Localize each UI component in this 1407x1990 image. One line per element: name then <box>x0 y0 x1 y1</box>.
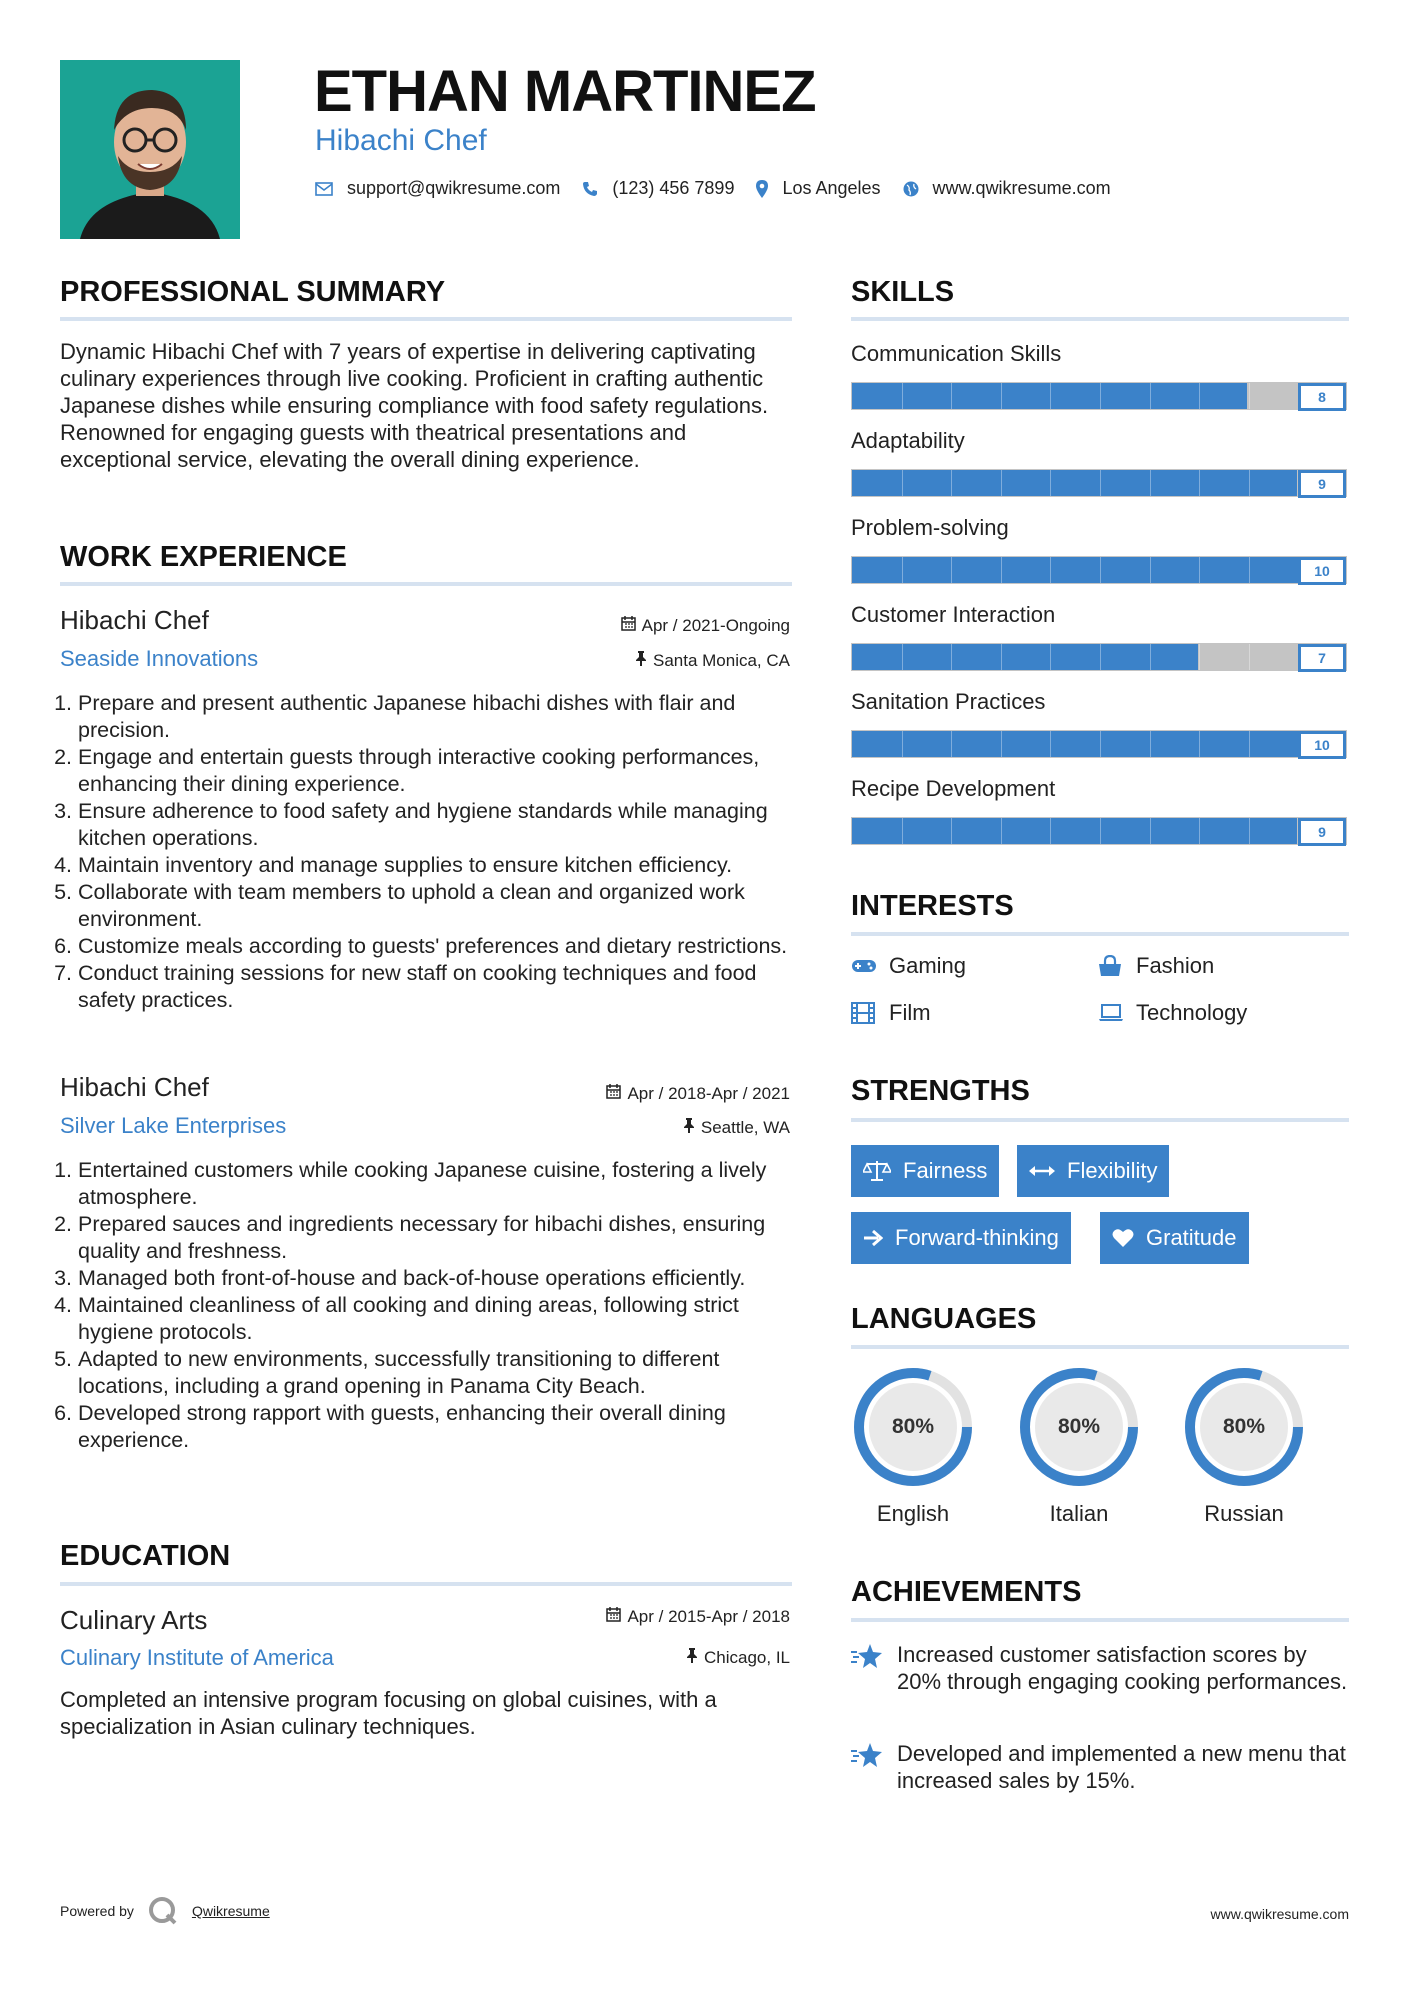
language-name: English <box>876 1501 950 1526</box>
pushpin-icon <box>683 1118 695 1137</box>
interest-label: Gaming <box>889 953 967 978</box>
strength-tag <box>1017 1145 1169 1197</box>
star-icon <box>851 1641 897 1695</box>
film-icon <box>851 1002 881 1024</box>
skill-bar-segment <box>1001 557 1002 583</box>
pushpin-icon <box>686 1648 698 1667</box>
globe-icon <box>903 181 919 197</box>
languages-heading: LANGUAGES <box>851 1303 1037 1335</box>
star-icon <box>851 1740 897 1794</box>
shopping-bag-icon <box>1098 955 1128 977</box>
skill-level: 9 <box>1298 818 1346 846</box>
interest-item <box>1098 1000 1247 1026</box>
experience-heading: WORK EXPERIENCE <box>60 541 347 573</box>
envelope-icon <box>315 182 333 196</box>
skill-bar-segment <box>951 470 952 496</box>
education-school[interactable]: Culinary Institute of America <box>60 1645 334 1670</box>
strength-tag <box>851 1145 999 1197</box>
skill-name: Problem-solving <box>851 515 1009 540</box>
skill-level: 10 <box>1298 731 1346 759</box>
strength-tag <box>851 1212 1071 1264</box>
skill-bar-segment <box>1150 731 1151 757</box>
education-location-text: Chicago, IL <box>704 1648 790 1667</box>
skill-bar-segment <box>1001 731 1002 757</box>
list-item: 1. Entertained customers while cooking Japanese cuisine, fostering a lively atmosphere. <box>78 1157 802 1211</box>
skill-bar-segment <box>1249 383 1250 409</box>
language-percent: 80% <box>1057 1415 1101 1438</box>
skill-bar <box>851 817 1347 845</box>
arrow-right-icon <box>863 1229 883 1247</box>
interest-label: Technology <box>1136 1000 1248 1025</box>
list-item: 5. Adapted to new environments, successfully transitioning to different locations, including a grand opening in Panama City Beach. <box>78 1346 802 1400</box>
balance-scale-icon <box>863 1160 891 1182</box>
achievement-text: Increased customer satisfaction scores by 20% through engaging cooking performances. <box>897 1642 1348 1694</box>
language-item <box>1182 1365 1306 1526</box>
skill-bar-segment <box>1199 470 1200 496</box>
achievements-divider <box>851 1618 1349 1622</box>
achievement-text: Developed and implemented a new menu that increased sales by 15%. <box>897 1741 1346 1793</box>
calendar-icon <box>606 1084 621 1103</box>
skill-bar <box>851 643 1347 671</box>
skill-bar-fill <box>852 818 1297 844</box>
education-divider <box>60 1582 792 1586</box>
skill-bar-segment <box>1100 470 1101 496</box>
achievements-heading: ACHIEVEMENTS <box>851 1576 1082 1608</box>
interest-item <box>851 1000 931 1026</box>
skill-name: Adaptability <box>851 428 965 453</box>
education-degree: Culinary Arts <box>60 1605 208 1635</box>
contact-website[interactable]: www.qwikresume.com <box>932 178 1111 198</box>
skill-bar-segment <box>1249 644 1250 670</box>
contact-location: Los Angeles <box>782 178 881 198</box>
skill-bar-segment <box>951 731 952 757</box>
skill-bar-segment <box>902 644 903 670</box>
footer-website[interactable]: www.qwikresume.com <box>1210 1906 1349 1922</box>
footer-powered-by <box>60 1896 270 1926</box>
job-location-text: Santa Monica, CA <box>652 651 790 670</box>
education-dates-text: Apr / 2015-Apr / 2018 <box>627 1607 790 1626</box>
job-title: Hibachi Chef <box>60 1072 209 1102</box>
language-percent: 80% <box>891 1415 935 1438</box>
skill-name: Recipe Development <box>851 776 1056 801</box>
job-company[interactable]: Seaside Innovations <box>60 646 259 671</box>
skill-bar-segment <box>951 818 952 844</box>
skill-name: Communication Skills <box>851 341 1062 366</box>
summary-heading: PROFESSIONAL SUMMARY <box>60 276 446 308</box>
skill-bar-segment <box>1050 731 1051 757</box>
brand-link[interactable]: Qwikresume <box>191 1903 270 1919</box>
summary-text: Dynamic Hibachi Chef with 7 years of expertise in delivering captivating culinary experiences through live cooking. Proficient in crafting authentic Japanese dishes while ensuring compliance with food safety regulations. Renowned for engaging guests with theatrical presentations and exceptional service, elevating the overall dining experience. <box>60 339 769 472</box>
list-item: 5. Collaborate with team members to uphold a clean and organized work environment. <box>78 879 802 933</box>
skill-bar-fill <box>852 557 1346 583</box>
job-title: Hibachi Chef <box>60 605 209 635</box>
candidate-title: Hibachi Chef <box>315 124 487 157</box>
skill-bar-segment <box>1100 731 1101 757</box>
skill-bar-segment <box>951 644 952 670</box>
education-dates <box>606 1607 790 1627</box>
achievement-item <box>851 1641 1351 1695</box>
heart-icon <box>1112 1228 1134 1248</box>
calendar-icon <box>606 1607 621 1626</box>
skill-bar-segment <box>1050 557 1051 583</box>
skill-bar-segment <box>1199 383 1200 409</box>
profile-photo <box>60 60 240 239</box>
strength-tag <box>1100 1212 1249 1264</box>
skill-bar-segment <box>902 470 903 496</box>
skill-bar-segment <box>1150 383 1151 409</box>
skill-bar-segment <box>902 818 903 844</box>
map-marker-icon <box>756 180 768 198</box>
achievement-item <box>851 1740 1351 1794</box>
skill-bar-segment <box>951 557 952 583</box>
contact-bar <box>315 178 1133 199</box>
language-percent: 80% <box>1222 1415 1266 1438</box>
skill-name: Customer Interaction <box>851 602 1056 627</box>
strengths-divider <box>851 1118 1349 1122</box>
list-item: 3. Ensure adherence to food safety and hygiene standards while managing kitchen operations. <box>78 798 802 852</box>
powered-by-label: Powered by <box>60 1903 134 1919</box>
skill-bar-segment <box>1050 818 1051 844</box>
pushpin-icon <box>635 651 647 670</box>
skill-bar-segment <box>951 383 952 409</box>
interest-label: Film <box>889 1000 931 1025</box>
strength-label: Gratitude <box>1146 1225 1237 1250</box>
skill-bar-segment <box>1001 383 1002 409</box>
education-location <box>686 1648 790 1668</box>
list-item: 7. Conduct training sessions for new staff on cooking techniques and food safety practices. <box>78 960 802 1014</box>
job-company[interactable]: Silver Lake Enterprises <box>60 1113 287 1138</box>
education-description: Completed an intensive program focusing on global cuisines, with a specialization in Asian culinary techniques. <box>60 1687 717 1739</box>
languages-divider <box>851 1345 1349 1349</box>
language-item <box>1017 1365 1141 1526</box>
skill-name: Sanitation Practices <box>851 689 1046 714</box>
skill-bar-segment <box>1150 644 1151 670</box>
job-location <box>635 651 790 671</box>
skill-bar-segment <box>1199 557 1200 583</box>
gamepad-icon <box>851 958 881 974</box>
job-location-text: Seattle, WA <box>700 1118 790 1137</box>
skill-bar-segment <box>1150 818 1151 844</box>
phone-icon <box>582 181 598 197</box>
job-bullets <box>60 1157 802 1454</box>
skill-bar-segment <box>902 731 903 757</box>
skill-bar-segment <box>1249 818 1250 844</box>
job-dates <box>606 1084 790 1104</box>
list-item: 6. Customize meals according to guests' preferences and dietary restrictions. <box>78 933 802 960</box>
job-location <box>683 1118 790 1138</box>
skill-bar-segment <box>1150 470 1151 496</box>
strength-label: Forward-thinking <box>895 1225 1059 1250</box>
interest-label: Fashion <box>1136 953 1215 978</box>
list-item: 4. Maintained cleanliness of all cooking and dining areas, following strict hygiene protocols. <box>78 1292 802 1346</box>
skill-bar-segment <box>1100 644 1101 670</box>
qwikresume-logo-icon <box>148 1896 178 1926</box>
experience-divider <box>60 582 792 586</box>
skill-bar-segment <box>1249 557 1250 583</box>
skill-bar-segment <box>1001 818 1002 844</box>
skill-level: 8 <box>1298 383 1346 411</box>
list-item: 2. Engage and entertain guests through interactive cooking performances, enhancing their dining experience. <box>78 744 802 798</box>
skill-bar <box>851 382 1347 410</box>
skill-bar-segment <box>1199 818 1200 844</box>
arrows-horizontal-icon <box>1029 1164 1055 1178</box>
skill-level: 7 <box>1298 644 1346 672</box>
skill-level: 9 <box>1298 470 1346 498</box>
skill-bar-segment <box>1001 470 1002 496</box>
interest-item <box>1098 953 1214 979</box>
list-item: 1. Prepare and present authentic Japanese hibachi dishes with flair and precision. <box>78 690 802 744</box>
job-bullets <box>60 690 802 1014</box>
skill-level: 10 <box>1298 557 1346 585</box>
skill-bar-segment <box>902 557 903 583</box>
skill-bar-segment <box>1100 818 1101 844</box>
interest-item <box>851 953 966 979</box>
language-name: Russian <box>1204 1501 1284 1526</box>
skill-bar <box>851 469 1347 497</box>
list-item: 6. Developed strong rapport with guests, enhancing their overall dining experience. <box>78 1400 802 1454</box>
laptop-icon <box>1098 1004 1128 1022</box>
language-name: Italian <box>1049 1501 1109 1526</box>
summary-divider <box>60 317 792 321</box>
interests-heading: INTERESTS <box>851 890 1014 922</box>
skill-bar-segment <box>1199 731 1200 757</box>
skills-divider <box>851 317 1349 321</box>
list-item: 2. Prepared sauces and ingredients necessary for hibachi dishes, ensuring quality and freshness. <box>78 1211 802 1265</box>
education-heading: EDUCATION <box>60 1540 231 1572</box>
skill-bar-fill <box>852 644 1198 670</box>
skill-bar-segment <box>902 383 903 409</box>
interests-divider <box>851 932 1349 936</box>
skill-bar <box>851 730 1347 758</box>
skill-bar-fill <box>852 731 1346 757</box>
calendar-icon <box>621 616 636 635</box>
list-item: 4. Maintain inventory and manage supplies to ensure kitchen efficiency. <box>78 852 802 879</box>
skill-bar-segment <box>1050 470 1051 496</box>
skill-bar-segment <box>1050 383 1051 409</box>
strength-label: Flexibility <box>1067 1158 1158 1183</box>
job-dates-text: Apr / 2018-Apr / 2021 <box>627 1084 790 1103</box>
job-dates <box>621 616 790 636</box>
contact-email[interactable]: support@qwikresume.com <box>347 178 561 198</box>
skill-bar-segment <box>1249 470 1250 496</box>
contact-phone[interactable]: (123) 456 7899 <box>612 178 735 198</box>
skill-bar-fill <box>852 470 1297 496</box>
strengths-heading: STRENGTHS <box>851 1075 1030 1107</box>
skill-bar-segment <box>1249 731 1250 757</box>
skill-bar-segment <box>1100 383 1101 409</box>
skill-bar-segment <box>1050 644 1051 670</box>
skill-bar-segment <box>1199 644 1200 670</box>
skill-bar-segment <box>1001 644 1002 670</box>
skill-bar <box>851 556 1347 584</box>
skills-heading: SKILLS <box>851 276 955 308</box>
skill-bar-segment <box>1100 557 1101 583</box>
candidate-name: ETHAN MARTINEZ <box>314 59 816 124</box>
list-item: 3. Managed both front-of-house and back-of-house operations efficiently. <box>78 1265 802 1292</box>
job-dates-text: Apr / 2021-Ongoing <box>641 616 790 635</box>
skill-bar-segment <box>1150 557 1151 583</box>
strength-label: Fairness <box>903 1158 988 1183</box>
language-item <box>851 1365 975 1526</box>
